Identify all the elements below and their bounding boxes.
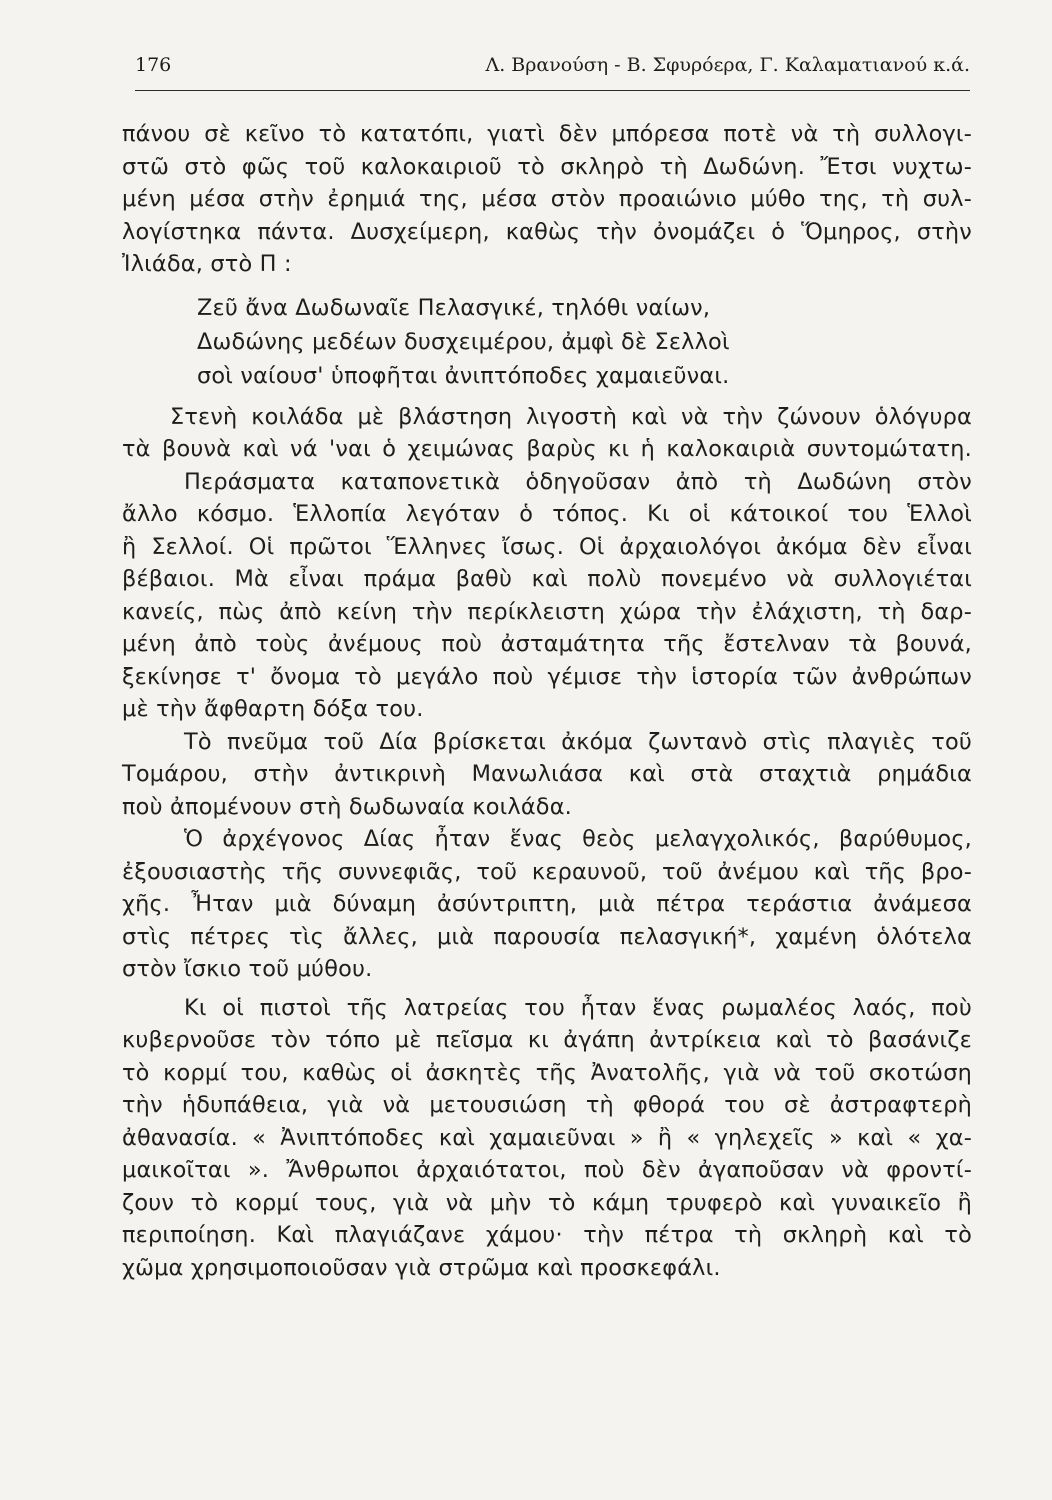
text-line: μαικοῖται ». Ἄνθρωποι ἀρχαιότατοι, ποὺ δὲν ἀγαποῦσαν νὰ φροντί- bbox=[122, 1157, 972, 1183]
text-line: μὲ τὴν ἄφθαρτη δόξα του. bbox=[122, 696, 424, 722]
text-line: κανείς, πὼς ἀπὸ κείνη τὴν περίκλειστη χώρα τὴν ἐλάχιστη, τὴ δαρ- bbox=[122, 598, 972, 625]
text-line: Περάσματα καταπονετικὰ ὁδηγοῦσαν ἀπὸ τὴ Δωδώνη στὸν bbox=[184, 468, 972, 495]
paragraph-5 bbox=[122, 823, 972, 986]
text-line: μένη ἀπὸ τοὺς ἀνέμους ποὺ ἀσταμάτητα τῆς ἔστελναν τὰ βουνά, bbox=[122, 631, 972, 657]
paragraph-4 bbox=[122, 726, 972, 824]
text-line: Ὁ ἀρχέγονος Δίας ἦταν ἕνας θεὸς μελαγχολικός, βαρύθυμος, bbox=[184, 826, 972, 852]
text-line: τὸ κορμί του, καθὼς οἱ ἀσκητὲς τῆς Ἀνατολῆς, γιὰ νὰ τοῦ σκοτώση bbox=[122, 1059, 972, 1086]
text-line: Τὸ πνεῦμα τοῦ Δία βρίσκεται ἀκόμα ζωντανὸ στὶς πλαγιὲς τοῦ bbox=[184, 728, 972, 755]
text-line: βέβαιοι. Μὰ εἶναι πράμα βαθὺ καὶ πολὺ πονεμένο νὰ συλλογιέται bbox=[122, 566, 972, 592]
header-authors: Λ. Βρανούση - Β. Σφυρόερα, Γ. Καλαματιανού κ.ά. bbox=[485, 54, 970, 76]
text-line: χῶμα χρησιμοποιοῦσαν γιὰ στρῶμα καὶ προσκεφάλι. bbox=[122, 1254, 721, 1281]
header-rule bbox=[135, 90, 970, 91]
homer-verse-quote bbox=[122, 291, 972, 393]
text-line: Ἰλιάδα, στὸ Π : bbox=[122, 251, 292, 277]
paragraph-1 bbox=[122, 118, 972, 281]
body-text bbox=[122, 118, 972, 1284]
text-line: στὸν ἴσκιο τοῦ μύθου. bbox=[122, 956, 373, 982]
text-line: ἢ Σελλοί. Οἱ πρῶτοι Ἕλληνες ἴσως. Οἱ ἀρχαιολόγοι ἀκόμα δὲν εἶναι bbox=[122, 533, 972, 560]
text-line: ζουν τὸ κορμί τους, γιὰ νὰ μὴν τὸ κάμη τρυφερὸ καὶ γυναικεῖο ἢ bbox=[122, 1189, 972, 1216]
text-line: τὴν ἡδυπάθεια, γιὰ νὰ μετουσιώση τὴ φθορά του σὲ ἀστραφτερὴ bbox=[122, 1092, 972, 1118]
text-line: τὰ βουνὰ καὶ νά 'ναι ὁ χειμώνας βαρὺς κι ἡ καλοκαιριὰ συντομώτατη. bbox=[122, 436, 972, 462]
text-line: χῆς. Ἦταν μιὰ δύναμη ἀσύντριπτη, μιὰ πέτρα τεράστια ἀνάμεσα bbox=[122, 891, 972, 917]
text-line: λογίστηκα πάντα. Δυσχείμερη, καθὼς τὴν ὀνομάζει ὁ Ὅμηρος, στὴν bbox=[122, 218, 972, 245]
text-line: ἀθανασία. « Ἀνιπτόποδες καὶ χαμαιεῦναι » ἢ « γηλεχεῖς » καὶ « χα- bbox=[122, 1124, 972, 1151]
text-line: Κι οἱ πιστοὶ τῆς λατρείας του ἦταν ἕνας ρωμαλέος λαός, ποὺ bbox=[184, 994, 972, 1021]
text-line: πάνου σὲ κεῖνο τὸ κατατόπι, γιατὶ δὲν μπόρεσα ποτὲ νὰ τὴ συλλογι- bbox=[122, 121, 972, 147]
text-line: μένη μέσα στὴν ἐρημιά της, μέσα στὸν προαιώνιο μύθο της, τὴ συλ- bbox=[122, 186, 972, 212]
text-line: ποὺ ἀπομένουν στὴ δωδωναία κοιλάδα. bbox=[122, 793, 572, 820]
verse-line: σοὶ ναίουσ' ὑποφῆται ἀνιπτόποδες χαμαιεῦναι. bbox=[197, 362, 730, 389]
paragraph-6 bbox=[122, 992, 972, 1285]
text-line: στὶς πέτρες τὶς ἄλλες, μιὰ παρουσία πελασγική*, χαμένη ὁλότελα bbox=[122, 923, 972, 950]
verse-line: Δωδώνης μεδέων δυσχειμέρου, ἀμφὶ δὲ Σελλοὶ bbox=[197, 328, 730, 355]
page-number: 176 bbox=[135, 54, 172, 76]
text-line: Στενὴ κοιλάδα μὲ βλάστηση λιγοστὴ καὶ νὰ τὴν ζώνουν ὁλόγυρα bbox=[170, 403, 972, 430]
text-line: περιποίηση. Καὶ πλαγιάζανε χάμου· τὴν πέτρα τὴ σκληρὴ καὶ τὸ bbox=[122, 1222, 972, 1248]
text-line: Τομάρου, στὴν ἀντικρινὴ Μανωλιάσα καὶ στὰ σταχτιὰ ρημάδια bbox=[122, 761, 972, 787]
paragraph-3 bbox=[122, 466, 972, 726]
text-line: κυβερνοῦσε τὸν τόπο μὲ πεῖσμα κι ἀγάπη ἀντρίκεια καὶ τὸ βασάνιζε bbox=[122, 1027, 972, 1053]
paragraph-2 bbox=[122, 401, 972, 466]
running-head bbox=[135, 48, 970, 86]
text-line: ἐξουσιαστὴς τῆς συννεφιᾶς, τοῦ κεραυνοῦ, τοῦ ἀνέμου καὶ τῆς βρο- bbox=[122, 858, 972, 885]
text-line: ξεκίνησε τ' ὄνομα τὸ μεγάλο ποὺ γέμισε τὴν ἱστορία τῶν ἀνθρώπων bbox=[122, 663, 972, 690]
text-line: στῶ στὸ φῶς τοῦ καλοκαιριοῦ τὸ σκληρὸ τὴ Δωδώνη. Ἔτσι νυχτω- bbox=[122, 153, 972, 180]
verse-line: Ζεῦ ἄνα Δωδωναῖε Πελασγικέ, τηλόθι ναίων, bbox=[197, 294, 711, 321]
text-line: ἄλλο κόσμο. Ἑλλοπία λεγόταν ὁ τόπος. Κι οἱ κάτοικοί του Ἑλλοὶ bbox=[122, 501, 972, 527]
